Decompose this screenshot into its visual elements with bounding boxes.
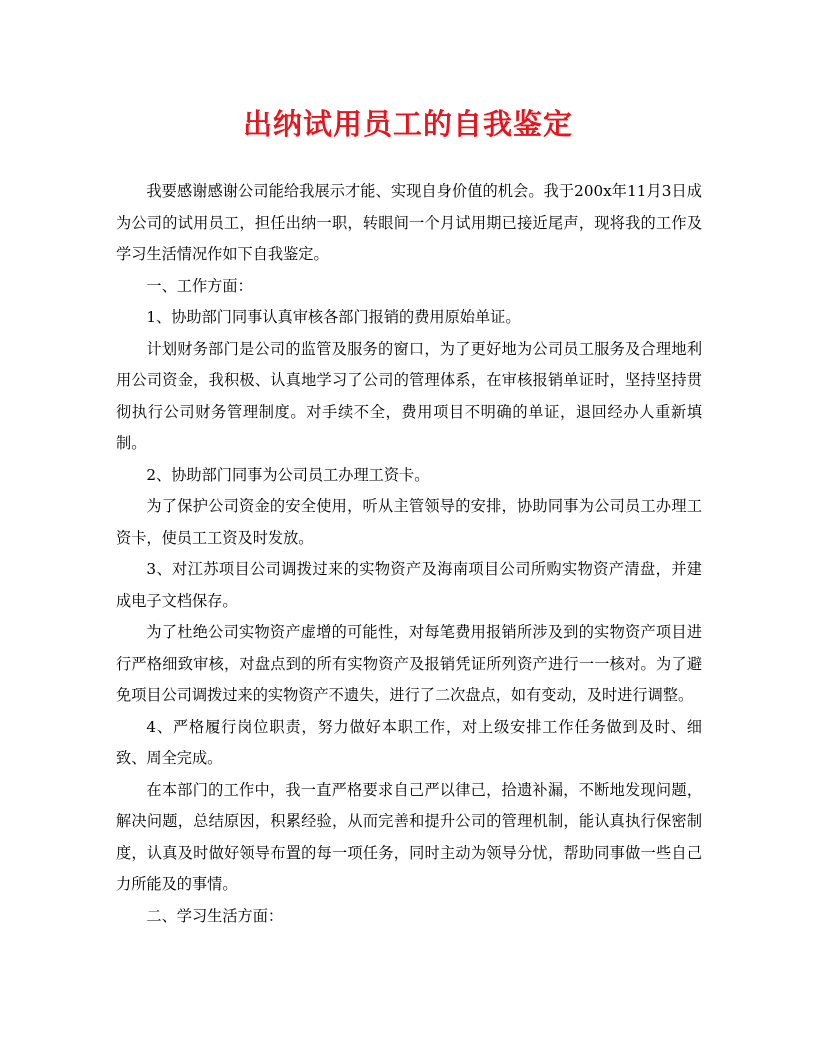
work-item-4-detail: 在本部门的工作中，我一直严格要求自己严以律己，拾遗补漏，不断地发现问题，解决问题，总结原因，积累经验，从而完善和提升公司的管理机制，能认真执行保密制度，认真及时做好领导布置的每一项任务，同时主动为领导分忧，帮助同事做一些自己力所能及的事情。 xyxy=(116,780,702,893)
work-item-2-detail: 为了保护公司资金的安全使用，听从主管领导的安排，协助同事为公司员工办理工资卡，使员工工资及时发放。 xyxy=(116,497,702,547)
intro-paragraph: 我要感谢感谢公司能给我展示才能、实现自身价值的机会。我于200x年11月3日成为公司的试用员工，担任出纳一职，转眼间一个月试用期已接近尾声，现将我的工作及学习生活情况作如下自我鉴定。 xyxy=(116,182,702,263)
document-title: 出纳试用员工的自我鉴定 xyxy=(242,107,573,141)
work-item-3-heading: 3、对江苏项目公司调拨过来的实物资产及海南项目公司所购实物资产清盘，并建成电子文档保存。 xyxy=(116,560,702,610)
section-heading-study-life: 二、学习生活方面： xyxy=(146,906,284,925)
work-item-3-detail: 为了杜绝公司实物资产虚增的可能性，对每笔费用报销所涉及到的实物资产项目进行严格细致审核，对盘点到的所有实物资产及报销凭证所列资产进行一一核对。为了避免项目公司调拨过来的实物资产不遗失，进行了二次盘点，如有变动，及时进行调整。 xyxy=(116,623,702,704)
work-item-2-heading: 2、协助部门同事为公司员工办理工资卡。 xyxy=(146,465,430,484)
work-item-4-heading: 4、严格履行岗位职责，努力做好本职工作，对上级安排工作任务做到及时、细致、周全完成。 xyxy=(116,717,702,767)
document-body xyxy=(116,176,702,932)
section-heading-work: 一、工作方面： xyxy=(146,276,253,295)
work-item-1-detail: 计划财务部门是公司的监管及服务的窗口，为了更好地为公司员工服务及合理地利用公司资金，我积极、认真地学习了公司的管理体系，在审核报销单证时，坚持坚持贯彻执行公司财务管理制度。对手续不全，费用项目不明确的单证，退回经办人重新填制。 xyxy=(116,339,702,452)
work-item-1-heading: 1、协助部门同事认真审核各部门报销的费用原始单证。 xyxy=(146,308,521,326)
